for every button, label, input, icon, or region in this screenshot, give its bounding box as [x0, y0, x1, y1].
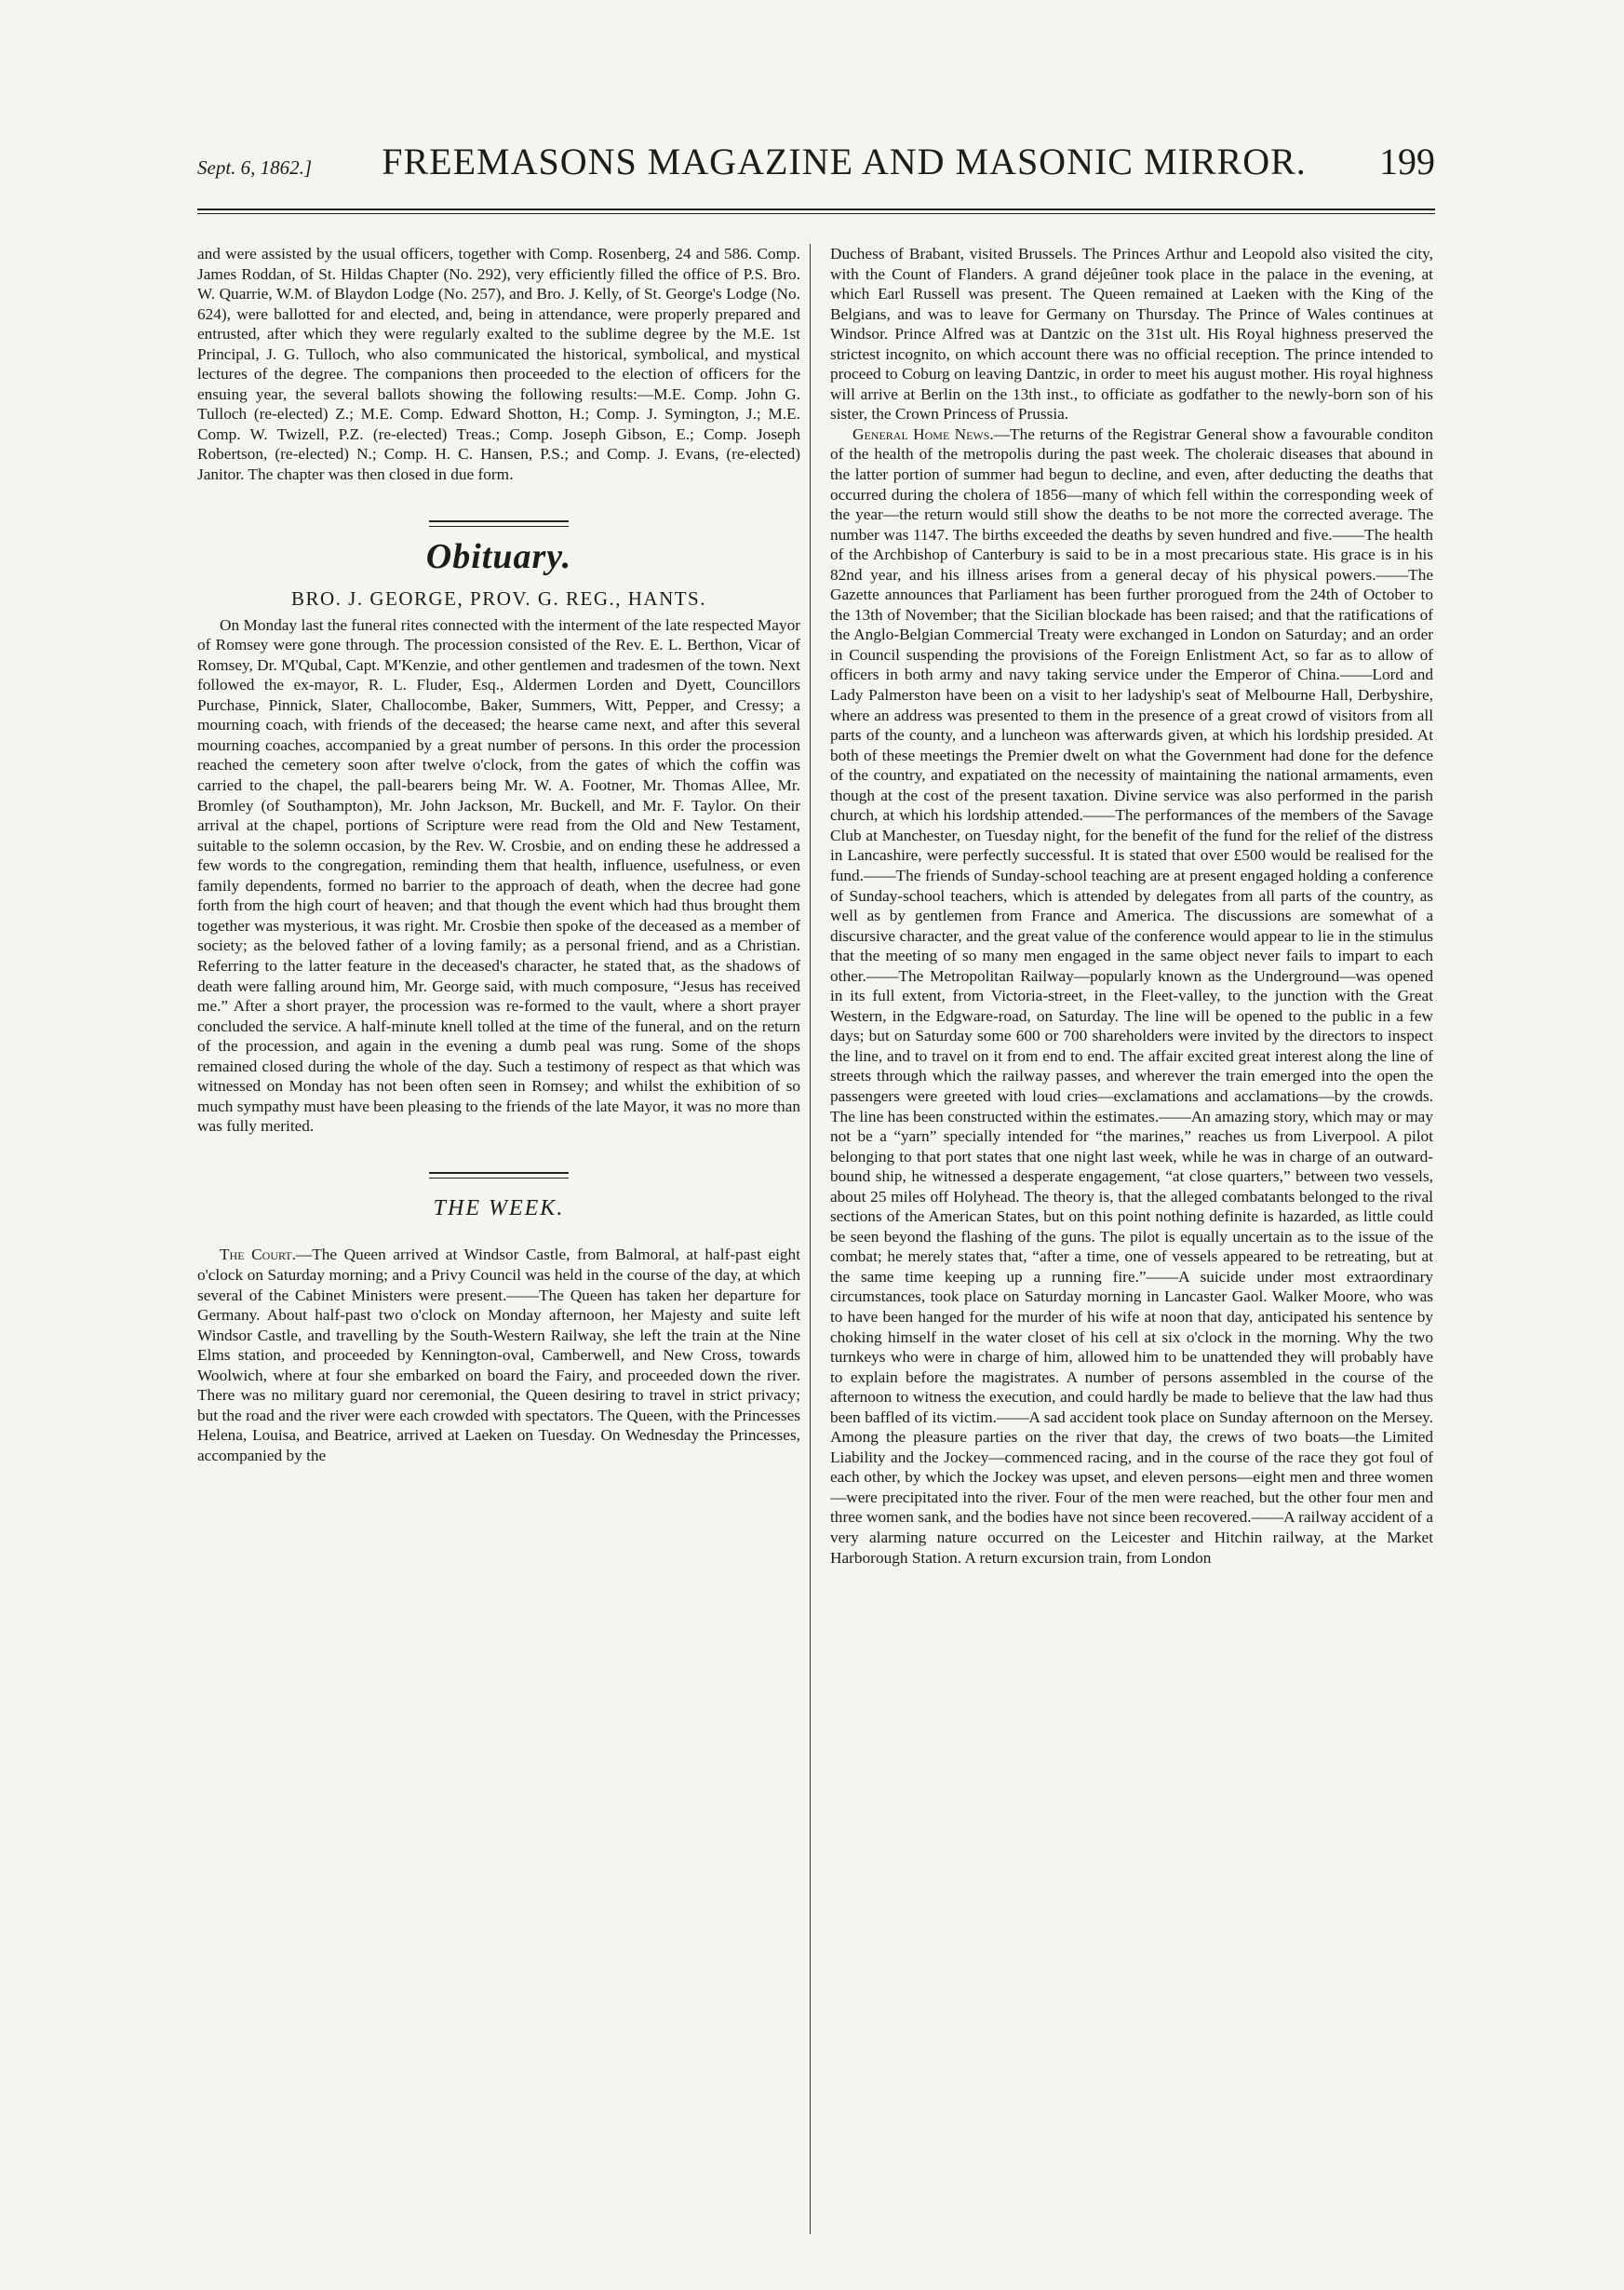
left-column	[197, 244, 800, 2236]
section-separator	[429, 1172, 569, 1179]
general-news-text: —The returns of the Registrar General show a favourable conditon of the health of the metropolis during the past week. The choleraic diseases that abound in the latter portion of summer had begun to decline, and even, after deducting the deaths that occurred during the cholera of 1856—many of which fell within the corresponding week of the year—the return would still show the deaths to be not more the corrected average. The number was 1147. The births exceeded the deaths by seven hundred and five.——The health of the Archbishop of Canterbury is said to be in a most precarious state. His grace is in his 82nd year, and his illness arises from a general decay of his physical powers.——The Gazette announces that Parliament has been further prorogued from the 24th of October to the 13th of November; that the Sicilian blockade has been raised; and that the ratifications of the Anglo-Belgian Commercial Treaty were exchanged in London on Saturday; and an order in Council suspending the provisions of the Foreign Enlistment Act, so far as to allow of officers in both army and navy taking service under the Emperor of China.——Lord and Lady Palmerston have been on a visit to her ladyship's seat of Melbourne Hall, Derbyshire, where an address was presented to them in the presence of a great crowd of visitors from all parts of the county, and a luncheon was afterwards given, at which his lordship presided. At both of these meetings the Premier dwelt on what the Government had done for the defence of the country, and expatiated on the necessity of maintaining the national armaments, even though at the cost of the present taxation. Divine service was also performed in the parish church, at which his lordship attended.——The performances of the members of the Savage Club at Manchester, on Tuesday night, for the benefit of the fund for the relief of the distress in Lancashire, were perfectly successful. It is stated that over £500 would be realised for the fund.——The friends of Sunday-school teaching are at present engaged holding a conference of Sunday-school teachers, which is attended by delegates from all parts of the country, as well as by gentlemen from France and America. The discussions are somewhat of a discursive character, and the great value of the conference would appear to lie in the stimulus that the meeting of so many men engaged in the same object never fails to impart to each other.——The Metropolitan Railway—popularly known as the Underground—was opened in its full extent, from Victoria-street, in the Fleet-valley, to the junction with the Great Western, in the Edgware-road, on Saturday. The line will be opened to the public in a few days; but on Saturday some 600 or 700 shareholders were invited by the directors to inspect the line, and to travel on it from end to end. The affair excited great interest along the line of streets through which the railway passes, and wherever the train emerged into the open the passengers were greeted with loud cries—exclamations and acclamations—by the crowds. The line has been constructed within the estimates.——An amazing story, which may or may not be a “yarn” specially intended for “the marines,” reaches us from Liverpool. A pilot belonging to that port states that one night last week, while he was in charge of an outward-bound ship, he witnessed a desperate engagement, “at close quarters,” between two vessels, about 25 miles off Holyhead. The theory is, that the alleged combatants belonged to the rival sections of the American States, but on this point nothing definite is hazarded, as little could be seen beyond the flashing of the guns. The pilot is equally uncertain as to the issue of the combat; he merely states that, “after a time, one of vessels appeared to be retreating, but at the same time keeping up a running fire.”——A suicide under most extraordinary circumstances, took place on Saturday morning in Lancaster Gaol. Walker Moore, who was to have been hanged for the murder of his wife at noon that day, anticipated his sentence by choking himself in the water closet of his cell at six o'clock in the morning. Why the two turnkeys who were in charge of him, allowed him to be unattended they will probably have to explain before the magistrates. A number of persons assembled in the course of the afternoon to witness the execution, and could hardly be made to believe that the law had thus been baffled of its victim.——A sad accident took place on Sunday afternoon on the Mersey. Among the pleasure parties on the river that day, the crews of two boats—the Limited Liability and the Jockey—commenced racing, and in the course of the race they got foul of each other, by which the Jockey was upset, and eleven persons—eight men and three women—were precipitated into the river. Four of the men were reached, but the other four men and three women sank, and the bodies have not since been recovered.——A railway accident of a very alarming nature occurred on the Leicester and Hitchin railway, at the Market Harborough Station. A return excursion train, from London	[830, 424, 1433, 1567]
court-paragraph	[197, 1245, 800, 1465]
right-column	[830, 244, 1433, 2236]
publication-title: FREEMASONS MAGAZINE AND MASONIC MIRROR.	[382, 141, 1307, 182]
page-number: 199	[1379, 141, 1435, 182]
the-week-heading: THE WEEK.	[433, 1195, 565, 1220]
obituary-heading: Obituary.	[425, 536, 572, 576]
obituary-paragraph: On Monday last the funeral rites connected with the interment of the late respected Mayor of Romsey were gone through. The procession consisted of the Rev. E. L. Berthon, Vicar of Romsey, Dr. M'Qubal, Capt. M'Kenzie, and other gentlemen and tradesmen of the town. Next followed the ex-mayor, R. L. Fluder, Esq., Aldermen Lorden and Dyett, Councillors Purchase, Pinnick, Slater, Challocombe, Baker, Summers, Witt, Pepper, and Cressy; a mourning coach, with friends of the deceased; the hearse came next, and after this several mourning coaches, accompanied by a great number of persons. In this order the procession reached the cemetery soon after twelve o'clock, from the gates of which the coffin was carried to the chapel, the pall-bearers being Mr. W. A. Footner, Mr. Thomas Allee, Mr. Bromley (of Southampton), Mr. John Jackson, Mr. Buckell, and Mr. F. Taylor. On their arrival at the chapel, portions of Scripture were read from the Old and New Testament, suitable to the solemn occasion, by the Rev. W. Crosbie, and on ending these he addressed a few words to the congregation, reminding them that health, influence, usefulness, or even family dependents, formed no barrier to the approach of death, when the decree had gone forth from the high court of heaven; and that though the event which had thus brought them together was mysterious, it was right. Mr. Crosbie then spoke of the deceased as a member of society; as the beloved father of a loving family; as a personal friend, and as a Christian. Referring to the latter feature in the deceased's character, he stated that, as the shadows of death were falling around him, Mr. George said, with much composure, “Jesus has received me.” After a short prayer, the procession was re-formed to the vault, where a short prayer concluded the service. A half-minute knell tolled at the time of the funeral, and on the return of the procession, and again in the evening a dumb peal was rung. Some of the shops remained closed during the whole of the day. Such a testimony of respect as that which was witnessed on Monday has not been often seen in Romsey; and whilst the exhibition of so much sympathy must have been pleasing to the friends of the late Mayor, it was no more than was fully merited.	[197, 615, 800, 1136]
column-divider	[810, 244, 811, 2234]
general-news-paragraph	[830, 424, 1433, 1568]
obituary-subheading: BRO. J. GEORGE, PROV. G. REG., HANTS.	[291, 587, 706, 611]
section-separator	[429, 520, 569, 527]
general-news-label: General Home News.	[852, 424, 994, 443]
issue-date: Sept. 6, 1862.]	[197, 156, 313, 179]
masthead-rule-thin	[197, 213, 1435, 214]
masthead	[197, 140, 1435, 197]
court-text: —The Queen arrived at Windsor Castle, from Balmoral, at half-past eight o'clock on Saturday morning; and a Privy Council was held in the course of the day, at which several of the Cabinet Ministers were present.——The Queen has taken her departure for Germany. About half-past two o'clock on Monday afternoon, her Majesty and suite left Windsor Castle, and travelling by the South-Western Railway, she left the train at the Nine Elms station, and proceeded by Kennington-oval, Camberwell, and New Cross, towards Woolwich, where at four she embarked on board the Fairy, and proceeded down the river. There was no military guard nor ceremonial, the Queen desiring to travel in strict privacy; but the road and the river were each crowded with spectators. The Queen, with the Princesses Helena, Louisa, and Beatrice, arrived at Laeken on Tuesday. On Wednesday the Princesses, accompanied by the	[197, 1246, 800, 1464]
court-continued-paragraph: Duchess of Brabant, visited Brussels. The Princes Arthur and Leopold also visited the city, with the Count of Flanders. A grand déjeûner took place in the palace in the evening, at which Earl Russell was present. The Queen remained at Laeken with the King of the Belgians, and was to leave for Germany on Thursday. The Prince of Wales continues at Windsor. Prince Alfred was at Dantzic on the 31st ult. His Royal highness preserved the strictest incognito, on which account there was no official reception. The prince intended to proceed to Coburg on leaving Dantzic, in order to meet his august mother. His royal highness will arrive at Berlin on the 13th inst., to officiate as godfather to the newly-born son of his sister, the Crown Princess of Prussia.	[830, 245, 1433, 424]
masthead-rule-thick	[197, 209, 1435, 210]
court-label: The Court.	[220, 1246, 296, 1264]
chapter-report-paragraph: and were assisted by the usual officers, together with Comp. Rosenberg, 24 and 586. Comp. James Roddan, of St. Hildas Chapter (No. 292), very efficiently filled the office of P.S. Bro. W. Quarrie, W.M. of Blaydon Lodge (No. 257), and Bro. J. Kelly, of St. George's Lodge (No. 624), were ballotted for and elected, and, being in attendance, were properly prepared and entrusted, after which they were regularly exalted to the sublime degree by the M.E. 1st Principal, J. G. Tulloch, who also communicated the historical, symbolical, and mystical lectures of the degree. The companions then proceeded to the election of officers for the ensuing year, the several ballots showing the following results:—M.E. Comp. John G. Tulloch (re-elected) Z.; M.E. Comp. Edward Shotton, H.; Comp. J. Symington, J.; M.E. Comp. W. Twizell, P.Z. (re-elected) Treas.; Comp. Joseph Gibson, E.; Comp. Joseph Robertson, (re-elected) N.; Comp. H. C. Hansen, P.S.; and Comp. J. Evans, (re-elected) Janitor. The chapter was then closed in due form.	[197, 245, 800, 484]
